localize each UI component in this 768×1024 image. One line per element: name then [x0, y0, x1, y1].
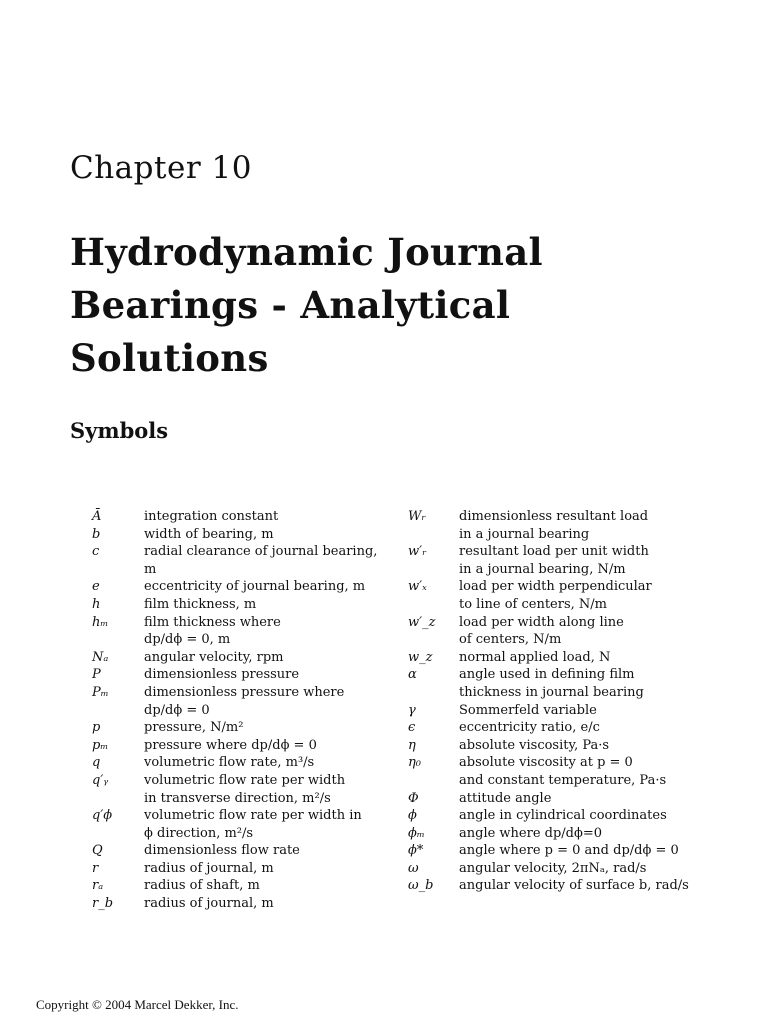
symbol-row: [408, 578, 728, 596]
symbol-description: angular velocity, 2πNₐ, rad/s: [459, 860, 647, 876]
symbol-description: angular velocity of surface b, rad/s: [459, 878, 689, 894]
symbol-description: ϕ direction, m²/s: [144, 825, 254, 841]
symbol-row: [92, 860, 402, 878]
symbol-description: attitude angle: [459, 790, 552, 806]
symbol-term: [92, 631, 144, 649]
symbol-term: α: [408, 667, 417, 683]
symbol-row: [408, 825, 728, 843]
symbol-row: [92, 649, 402, 667]
symbol-term: w′ᵣ: [408, 544, 427, 560]
symbol-row: [408, 719, 728, 737]
symbol-description: radius of journal, m: [144, 896, 274, 912]
symbol-term: [408, 772, 459, 790]
symbol-row: [92, 508, 402, 526]
symbol-list-left: [92, 508, 402, 913]
symbol-row: [408, 842, 728, 860]
symbol-term: rₐ: [92, 878, 104, 894]
symbol-term: hₘ: [92, 614, 109, 630]
symbol-term: ϕₘ: [408, 825, 425, 841]
symbol-term: p: [92, 720, 101, 736]
symbol-term: Q: [92, 843, 103, 859]
symbol-term: r_b: [92, 896, 114, 912]
symbol-description: dp/dϕ = 0: [144, 702, 210, 718]
symbol-description: volumetric flow rate, m³/s: [144, 755, 315, 771]
symbol-description: radius of shaft, m: [144, 878, 260, 894]
symbol-row: [408, 614, 728, 632]
symbol-description: eccentricity ratio, e/c: [459, 720, 600, 736]
symbol-description: dimensionless pressure where: [144, 684, 345, 700]
symbol-description: dimensionless flow rate: [144, 843, 300, 859]
symbol-row: [92, 719, 402, 737]
symbol-row: [408, 543, 728, 561]
symbol-term: Pₘ: [92, 684, 109, 700]
symbol-description: radial clearance of journal bearing,: [144, 544, 378, 560]
symbol-term: q: [92, 755, 101, 771]
symbol-description: width of bearing, m: [144, 526, 274, 542]
symbol-term: r: [92, 860, 99, 876]
symbol-term: q′ϕ: [92, 808, 113, 824]
symbol-term: [92, 825, 144, 843]
symbol-description: in a journal bearing, N/m: [459, 561, 626, 577]
symbol-row: [408, 596, 728, 614]
symbol-term: Φ: [408, 790, 419, 806]
symbol-row: [92, 561, 402, 579]
symbol-row: [408, 754, 728, 772]
symbol-row: [408, 649, 728, 667]
symbol-description: of centers, N/m: [459, 632, 562, 648]
chapter-label: Chapter 10: [70, 150, 252, 186]
symbol-term: [408, 561, 459, 579]
symbol-term: w′ₓ: [408, 579, 427, 595]
symbol-term: ω: [408, 860, 419, 876]
symbol-description: angular velocity, rpm: [144, 649, 284, 665]
symbol-description: Sommerfeld variable: [459, 702, 597, 718]
symbol-description: eccentricity of journal bearing, m: [144, 579, 366, 595]
symbol-row: [92, 614, 402, 632]
symbol-term: γ: [408, 702, 416, 718]
chapter-title-line: Hydrodynamic Journal: [70, 230, 543, 274]
symbol-row: [92, 543, 402, 561]
symbol-term: [408, 684, 459, 702]
symbol-row: [92, 825, 402, 843]
symbol-row: [92, 754, 402, 772]
symbol-description: to line of centers, N/m: [459, 596, 607, 612]
symbol-row: [92, 877, 402, 895]
symbol-row: [408, 561, 728, 579]
symbol-term: [92, 561, 144, 579]
chapter-title: [70, 226, 710, 385]
symbol-term: e: [92, 579, 100, 595]
symbol-row: [92, 684, 402, 702]
symbol-term: Nₐ: [92, 649, 109, 665]
symbol-term: [408, 596, 459, 614]
symbol-term: ϕ: [408, 808, 417, 824]
section-heading-symbols: Symbols: [70, 418, 169, 443]
symbol-row: [92, 666, 402, 684]
symbol-description: load per width perpendicular: [459, 579, 652, 595]
symbol-row: [92, 631, 402, 649]
symbol-row: [92, 842, 402, 860]
symbol-term: b: [92, 526, 101, 542]
copyright-notice: Copyright © 2004 Marcel Dekker, Inc.: [36, 997, 239, 1012]
symbol-description: integration constant: [144, 509, 279, 524]
symbol-term: [92, 790, 144, 808]
symbol-description: absolute viscosity, Pa·s: [459, 737, 610, 753]
symbol-term: c: [92, 544, 100, 560]
symbol-description: film thickness, m: [144, 596, 257, 612]
symbol-description: in transverse direction, m²/s: [144, 790, 331, 806]
symbol-row: [92, 895, 402, 913]
symbol-term: Wᵣ: [408, 509, 426, 524]
symbol-row: [408, 807, 728, 825]
symbol-row: [92, 578, 402, 596]
symbol-term: ϕ*: [408, 843, 424, 859]
symbol-description: absolute viscosity at p = 0: [459, 755, 633, 771]
symbol-row: [408, 772, 728, 790]
symbol-row: [92, 737, 402, 755]
symbol-row: [408, 508, 728, 526]
symbol-description: resultant load per unit width: [459, 544, 649, 560]
symbol-row: [92, 772, 402, 790]
symbol-description: volumetric flow rate per width in: [144, 808, 362, 824]
symbol-term: h: [92, 596, 101, 612]
symbol-term: ϵ: [408, 720, 416, 736]
symbol-description: angle where dp/dϕ=0: [459, 825, 603, 841]
symbol-row: [408, 631, 728, 649]
symbol-row: [92, 702, 402, 720]
symbol-term: P: [92, 667, 101, 683]
symbol-term: pₘ: [92, 737, 109, 753]
symbol-description: film thickness where: [144, 614, 281, 630]
symbol-row: [92, 807, 402, 825]
symbol-description: and constant temperature, Pa·s: [459, 772, 667, 788]
chapter-title-line: Bearings - Analytical: [70, 283, 511, 327]
symbol-term: η: [408, 737, 416, 753]
symbol-description: volumetric flow rate per width: [144, 772, 346, 788]
symbol-row: [408, 790, 728, 808]
symbol-term: [408, 526, 459, 544]
symbol-description: load per width along line: [459, 614, 624, 630]
symbol-description: dp/dϕ = 0, m: [144, 632, 231, 648]
symbol-description: dimensionless pressure: [144, 667, 300, 683]
symbol-row: [408, 877, 728, 895]
symbol-term: q′ᵧ: [92, 772, 109, 788]
symbol-description: angle in cylindrical coordinates: [459, 808, 667, 824]
symbol-description: dimensionless resultant load: [459, 509, 649, 524]
symbol-description: in a journal bearing: [459, 526, 590, 542]
symbol-term: w′_z: [408, 614, 436, 630]
symbol-description: angle where p = 0 and dp/dϕ = 0: [459, 843, 679, 859]
symbol-term: η₀: [408, 755, 421, 771]
symbol-row: [408, 666, 728, 684]
symbol-description: normal applied load, N: [459, 649, 611, 665]
symbol-row: [92, 526, 402, 544]
symbol-row: [92, 596, 402, 614]
symbol-description: thickness in journal bearing: [459, 684, 644, 700]
symbol-description: pressure where dp/dϕ = 0: [144, 737, 317, 753]
symbol-description: pressure, N/m²: [144, 720, 244, 736]
symbol-list-right: [408, 508, 728, 895]
symbol-term: w_z: [408, 649, 433, 665]
symbol-row: [408, 702, 728, 720]
symbol-description: angle used in defining film: [459, 667, 635, 683]
symbol-row: [408, 684, 728, 702]
symbol-row: [408, 860, 728, 878]
symbol-row: [92, 790, 402, 808]
symbol-row: [408, 526, 728, 544]
symbol-description: m: [144, 561, 157, 577]
symbol-description: radius of journal, m: [144, 860, 274, 876]
symbol-term: ω_b: [408, 878, 434, 894]
symbol-term: [92, 702, 144, 720]
symbol-term: [408, 631, 459, 649]
symbol-term: Ā: [92, 509, 102, 524]
chapter-title-line: Solutions: [70, 336, 269, 380]
symbol-row: [408, 737, 728, 755]
